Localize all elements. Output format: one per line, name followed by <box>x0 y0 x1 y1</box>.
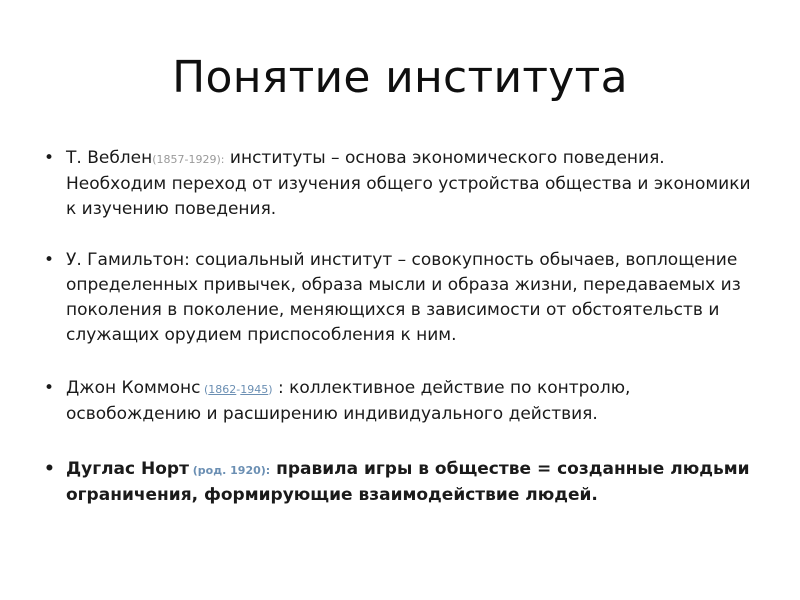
bullet-list <box>44 146 764 534</box>
bullet-dot-icon: • <box>44 459 55 479</box>
bullet-veblen <box>44 146 764 222</box>
author-years: (1857-1929): <box>152 153 225 166</box>
years-dash: - <box>236 383 241 396</box>
author-name: Джон Коммонс <box>66 378 201 398</box>
bullet-hamilton <box>44 248 764 348</box>
year-start-link[interactable]: 1862 <box>208 383 237 396</box>
bullet-commons <box>44 376 764 427</box>
slide-title: Понятие института <box>172 52 628 103</box>
bullet-north <box>44 457 764 508</box>
bullet-dot-icon: • <box>44 148 55 168</box>
author-name: Дуглас Норт <box>66 459 189 479</box>
author-years-close: ) <box>268 383 273 396</box>
bullet-dot-icon: • <box>44 378 55 398</box>
definition-text: : коллективное действие по контролю, освобождению и расширению индивидуального действия. <box>66 378 631 424</box>
author-name: Т. Веблен <box>66 148 153 168</box>
author-years-open: ( <box>200 383 209 396</box>
definition-text: институты – основа экономического поведения. Необходим переход от изучения общего устройства общества и экономики к изучению поведения. <box>66 148 751 219</box>
definition-text: правила игры в обществе = созданные людьми ограничения, формирующие взаимодействие людей. <box>66 459 750 505</box>
year-end-link[interactable]: 1945 <box>240 383 269 396</box>
bullet-dot-icon: • <box>44 250 55 270</box>
author-name: У. Гамильтон: <box>66 250 190 270</box>
definition-text: социальный институт – совокупность обычаев, воплощение определенных привычек, образа мысли и образа жизни, передаваемых из поколения в поколение, меняющихся в зависимости от обстоятельств и служащих орудием приспособления к ним. <box>66 250 741 345</box>
author-years: (род. 1920): <box>188 464 271 477</box>
